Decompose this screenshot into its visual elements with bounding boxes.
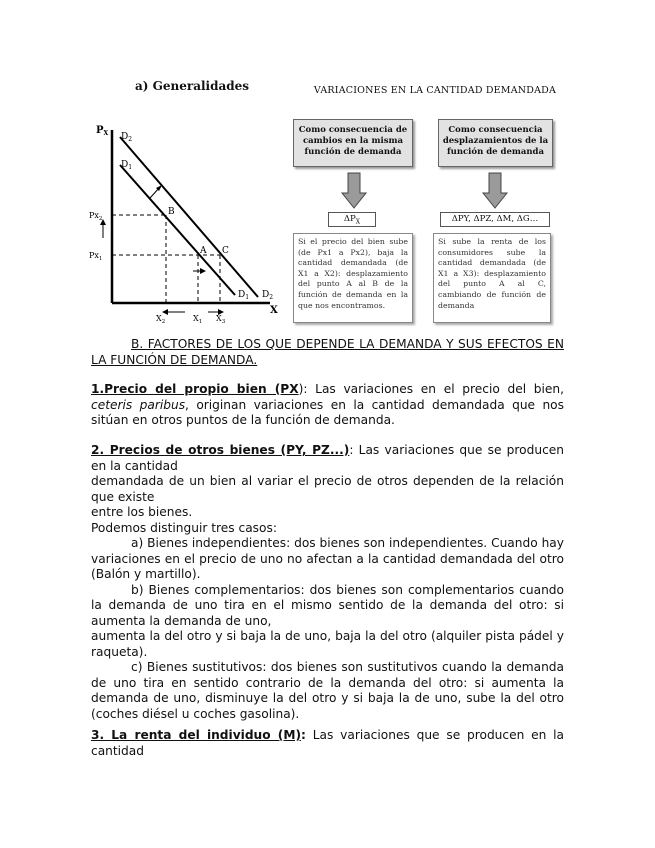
point-b: B [168,207,175,217]
figure-title: a) Generalidades [135,79,250,93]
case-c: c) Bienes sustitutivos: dos bienes son sustitutivos cuando la demanda de uno tira en sentido contrario de la demanda del otro: si aumenta la demanda de uno, disminuye la del otro y si baja la de uno, sube la del otro (coches diésel u coches gasolina). [91,660,564,721]
case-b: b) Bienes complementarios: dos bienes son complementarios cuando la demanda de uno tira en el mismo sentido de la demanda del otro: si aumenta la demanda de uno, [91,582,564,628]
factor-1: 1.Precio del propio bien (PX): Las variaciones en el precio del bien, ceteris paribus, originan variaciones en la cantidad demandada que nos sitúan en otros puntos de la función de demanda. [91,382,565,427]
demand-curve-d2 [120,137,258,297]
right-explanation-box: Si sube la renta de los consumidores sube la cantidad demandada (de X1 a X3): desplazamiento del punto A al C, cambiando de función de demanda [433,233,551,323]
variations-title: VARIACIONES EN LA CANTIDAD DEMANDADA [313,85,557,96]
point-c: C [222,246,229,256]
left-explanation-box: Si el precio del bien sube (de Px1 a Px2), baja la cantidad demandada (de X1 a X2): desplazamiento del punto A al B de la función de demanda en la que nos encontramos. [293,233,413,323]
qty-tick-x2: $X_2$ [156,314,166,325]
qty-tick-x1: $X_1$ [193,314,203,325]
left-symbol-box: $\Delta P_X$ [328,212,376,227]
left-down-arrow [342,173,366,209]
qty-tick-x3: $X_3$ [216,314,226,325]
factor-2: 2. Precios de otros bienes (PY, PZ...): Las variaciones que se producen en la cantidad demandada de un bien al variar el precio de otros dependen de la relación que existe entre los bienes. Podemos distinguir tres casos: a) Bienes independientes: dos bienes son independientes. Cuando hay variaciones en el precio de uno no afectan a la cantidad demandada del otro (Balón y martillo). b) Bienes complementarios: dos bienes son complementarios cuando la demanda de uno tira en el mismo sentido de la demanda del otro: si aumenta la demanda de uno, aumenta la del otro y si baja la de uno, baja la del otro (alquiler pista pádel y raqueta). c) Bienes sustitutivos: dos bienes son sustitutivos cuando la demanda de uno tira en sentido contrario de la demanda del otro: si aumenta la demanda de uno, disminuye la del otro y si baja la de uno, sube la del otro (coches diésel u coches gasolina). [91,443,564,721]
section-b-heading: B. FACTORES DE LOS QUE DEPENDE LA DEMANDA Y SUS EFECTOS EN LA FUNCIÓN DE DEMANDA. [91,337,564,367]
curve-label-d2-top: $D_2$ [121,132,133,143]
curve-label-d2-bottom: $D_2$ [262,290,274,301]
x-axis-label: X [270,305,278,316]
price-tick-px2: $Px_2$ [89,211,103,222]
left-heading-box: Como consecuencia de cambios en la misma función de demanda [293,119,413,167]
factor-3: 3. La renta del individuo (M): Las variaciones que se producen en la cantidad [91,728,565,758]
curve-label-d1-top: $D_1$ [121,160,133,171]
y-axis-label: $P_X$ [96,125,109,137]
demand-curve-d1 [120,165,235,295]
right-heading-box: Como consecuencia desplazamientos de la función de demanda [438,119,553,167]
price-tick-px1: $Px_1$ [89,251,103,262]
curve-label-d1-bottom: $D_1$ [238,290,250,301]
right-down-arrow [483,173,507,209]
point-a: A [200,246,207,256]
case-a: a) Bienes independientes: dos bienes son independientes. Cuando hay variaciones en el precio de uno no afectan a la cantidad demandada del otro (Balón y martillo). [91,536,564,581]
right-symbol-box: ΔPY, ΔPZ, ΔM, ΔG… [440,212,550,227]
demand-figure [90,75,570,330]
demand-graph [90,75,290,330]
